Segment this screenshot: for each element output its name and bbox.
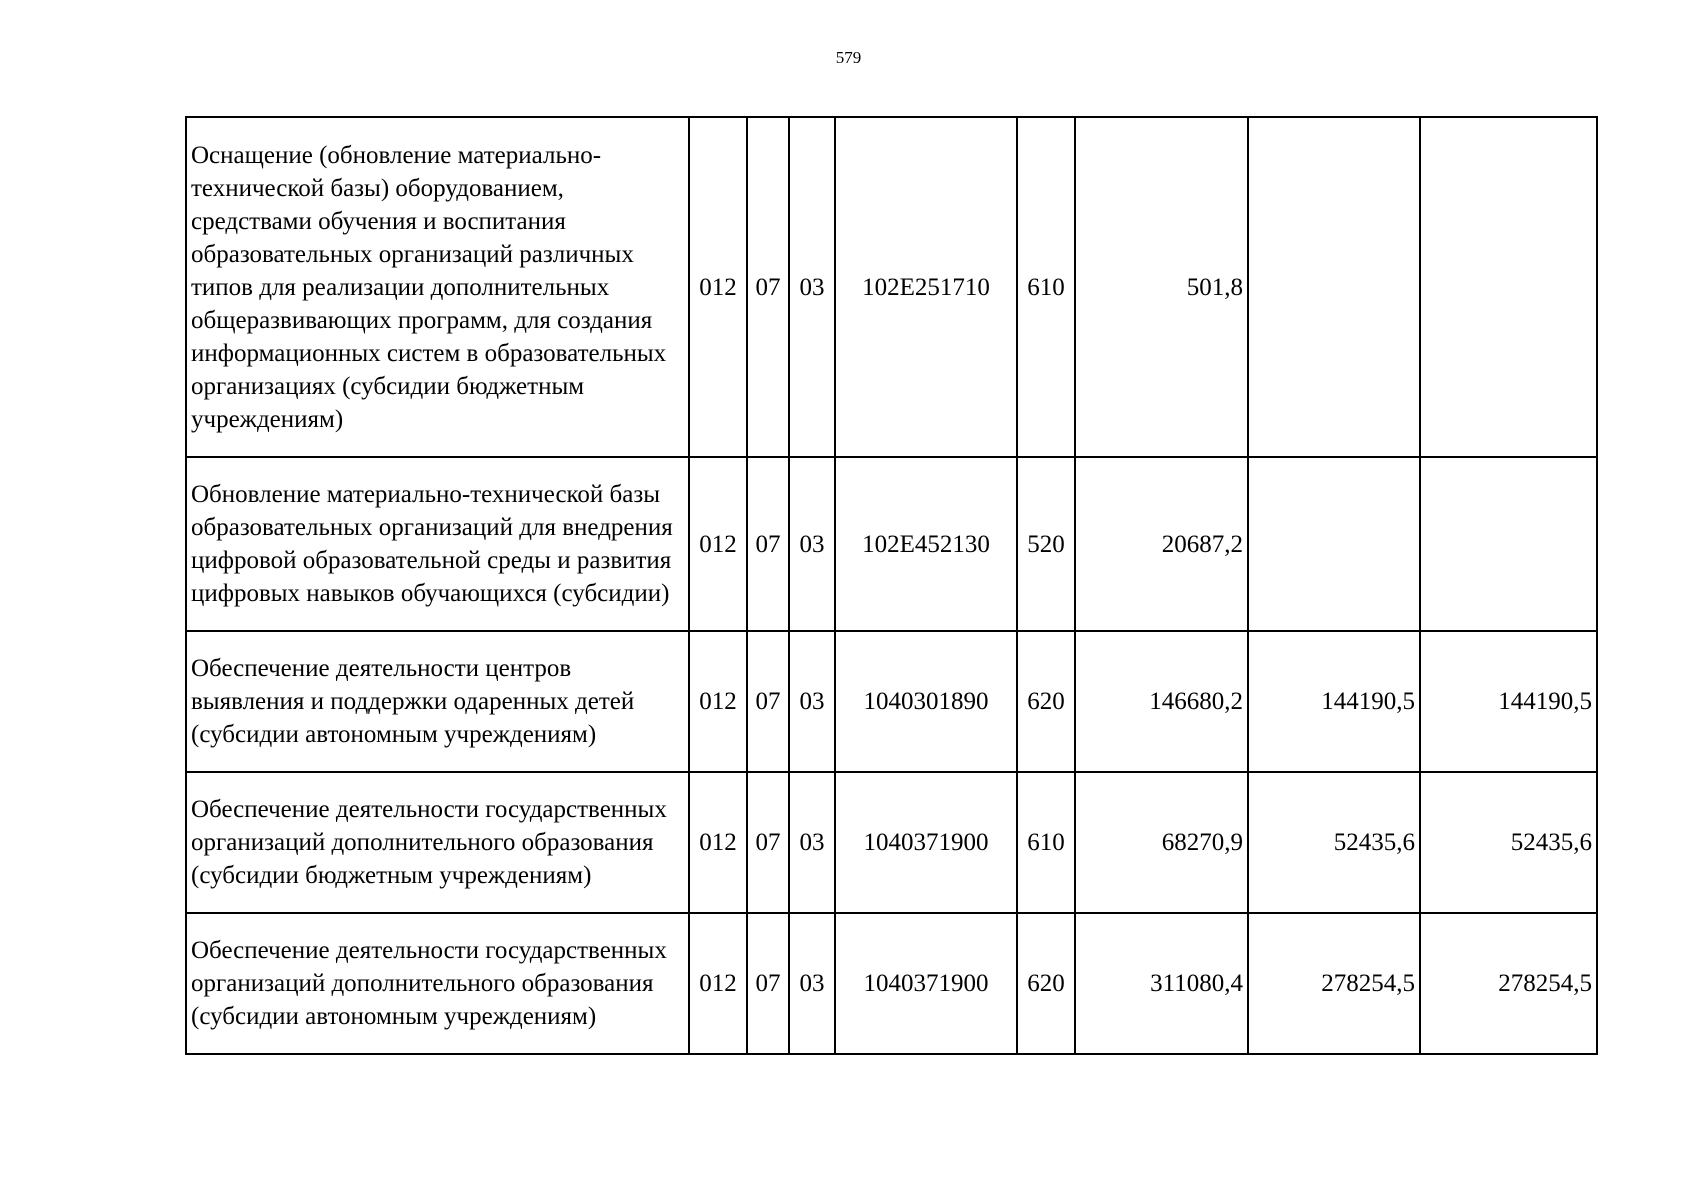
amount-year-3: 144190,5	[1420, 631, 1597, 772]
subsection-code: 03	[789, 117, 835, 457]
amount-year-1: 501,8	[1075, 117, 1248, 457]
ministry-code: 012	[689, 117, 747, 457]
ministry-code: 012	[689, 772, 747, 913]
table-row	[186, 117, 1597, 457]
amount-year-2: 52435,6	[1248, 772, 1420, 913]
ministry-code: 012	[689, 457, 747, 631]
target-article-code: 102E251710	[835, 117, 1017, 457]
amount-year-1: 68270,9	[1075, 772, 1248, 913]
expense-type-code: 620	[1017, 913, 1075, 1054]
table-row	[186, 631, 1597, 772]
amount-year-3	[1420, 117, 1597, 457]
amount-year-3	[1420, 457, 1597, 631]
row-name: Обновление материально-технической базы образовательных организаций для внедрения цифровой образовательной среды и развития цифровых навыков обучающихся (субсидии)	[186, 457, 689, 631]
target-article-code: 102E452130	[835, 457, 1017, 631]
expense-type-code: 610	[1017, 772, 1075, 913]
section-code: 07	[747, 772, 789, 913]
expense-type-code: 610	[1017, 117, 1075, 457]
ministry-code: 012	[689, 913, 747, 1054]
target-article-code: 1040301890	[835, 631, 1017, 772]
amount-year-1: 20687,2	[1075, 457, 1248, 631]
expense-type-code: 620	[1017, 631, 1075, 772]
table-row	[186, 772, 1597, 913]
amount-year-3: 52435,6	[1420, 772, 1597, 913]
subsection-code: 03	[789, 457, 835, 631]
table-row	[186, 913, 1597, 1054]
amount-year-1: 146680,2	[1075, 631, 1248, 772]
amount-year-2: 278254,5	[1248, 913, 1420, 1054]
subsection-code: 03	[789, 631, 835, 772]
expense-type-code: 520	[1017, 457, 1075, 631]
target-article-code: 1040371900	[835, 772, 1017, 913]
section-code: 07	[747, 631, 789, 772]
row-name: Обеспечение деятельности государственных организаций дополнительного образования (субсидии бюджетным учреждениям)	[186, 772, 689, 913]
section-code: 07	[747, 117, 789, 457]
amount-year-2: 144190,5	[1248, 631, 1420, 772]
amount-year-2	[1248, 457, 1420, 631]
ministry-code: 012	[689, 631, 747, 772]
row-name: Обеспечение деятельности государственных организаций дополнительного образования (субсидии автономным учреждениям)	[186, 913, 689, 1054]
table-row	[186, 457, 1597, 631]
section-code: 07	[747, 913, 789, 1054]
row-name: Оснащение (обновление материально-технической базы) оборудованием, средствами обучения и воспитания образовательных организаций различных типов для реализации дополнительных общеразвивающих программ, для создания информационных систем в образовательных организациях (субсидии бюджетным учреждениям)	[186, 117, 689, 457]
budget-table	[185, 116, 1598, 1055]
amount-year-3: 278254,5	[1420, 913, 1597, 1054]
subsection-code: 03	[789, 913, 835, 1054]
page-number: 579	[835, 48, 862, 67]
target-article-code: 1040371900	[835, 913, 1017, 1054]
amount-year-1: 311080,4	[1075, 913, 1248, 1054]
subsection-code: 03	[789, 772, 835, 913]
row-name: Обеспечение деятельности центров выявления и поддержки одаренных детей (субсидии автономным учреждениям)	[186, 631, 689, 772]
amount-year-2	[1248, 117, 1420, 457]
section-code: 07	[747, 457, 789, 631]
